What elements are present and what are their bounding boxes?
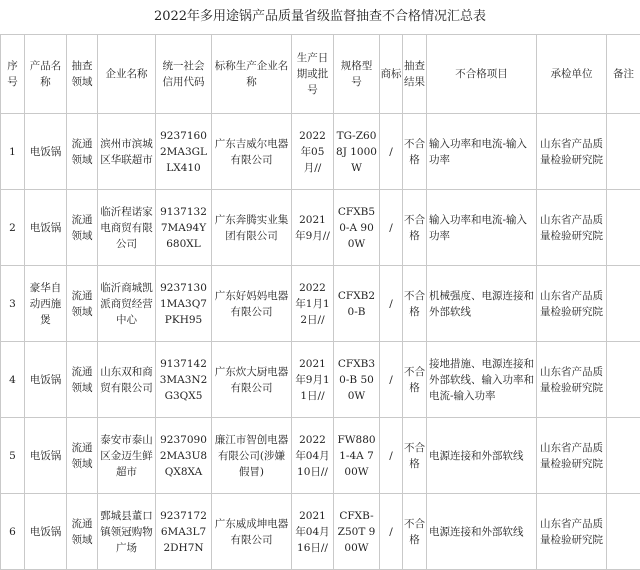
field-cell: 流通领域 [67,266,98,342]
company-cell: 临沂程诺家电商贸有限公司 [98,190,156,266]
date-cell: 2022年05月// [292,114,334,190]
credit-code-cell: 92370902MA3U8QX8XA [156,418,212,494]
date-cell: 2021年9月// [292,190,334,266]
failed-items-cell: 输入功率和电流-输入功率 [427,190,537,266]
remark-cell [607,494,640,570]
model-cell: CFXB50-A 900W [334,190,380,266]
credit-code-cell: 92371726MA3L72DH7N [156,494,212,570]
header-cell: 商标 [380,35,403,114]
brand-cell: / [380,114,403,190]
result-cell: 不合格 [403,114,427,190]
table-row [1,342,640,418]
header-cell: 抽查结果 [403,35,427,114]
header-cell: 标称生产企业名称 [212,35,292,114]
brand-cell: / [380,494,403,570]
date-cell: 2021年9月11日// [292,342,334,418]
manufacturer-cell: 广东吉威尔电器有限公司 [212,114,292,190]
table-row [1,266,640,342]
inspector-cell: 山东省产品质量检验研究院 [537,418,607,494]
field-cell: 流通领域 [67,494,98,570]
brand-cell: / [380,418,403,494]
manufacturer-cell: 广东炊大厨电器有限公司 [212,342,292,418]
seq-cell: 1 [1,114,25,190]
table-row [1,418,640,494]
company-cell: 滨州市滨城区华联超市 [98,114,156,190]
brand-cell: / [380,342,403,418]
manufacturer-cell: 廉江市智创电器有限公司(涉嫌假冒) [212,418,292,494]
inspector-cell: 山东省产品质量检验研究院 [537,190,607,266]
seq-cell: 4 [1,342,25,418]
field-cell: 流通领域 [67,190,98,266]
company-cell: 山东双和商贸有限公司 [98,342,156,418]
inspector-cell: 山东省产品质量检验研究院 [537,494,607,570]
product-cell: 电饭锅 [25,494,67,570]
inspector-cell: 山东省产品质量检验研究院 [537,342,607,418]
result-cell: 不合格 [403,494,427,570]
model-cell: TG-Z608J 1000W [334,114,380,190]
seq-cell: 2 [1,190,25,266]
date-cell: 2021年04月16日// [292,494,334,570]
model-cell: CFXB20-B [334,266,380,342]
manufacturer-cell: 广东奔腾实业集团有限公司 [212,190,292,266]
credit-code-cell: 92371602MA3GLLX410 [156,114,212,190]
header-cell: 抽查领域 [67,35,98,114]
header-cell: 序号 [1,35,25,114]
credit-code-cell: 91371327MA94Y680XL [156,190,212,266]
brand-cell: / [380,266,403,342]
header-cell: 企业名称 [98,35,156,114]
table-row [1,190,640,266]
product-cell: 电饭锅 [25,190,67,266]
remark-cell [607,342,640,418]
model-cell: CFXB-Z50T 900W [334,494,380,570]
header-cell: 备注 [607,35,640,114]
failed-items-cell: 机械强度、电源连接和外部软线 [427,266,537,342]
failed-items-cell: 输入功率和电流-输入功率 [427,114,537,190]
remark-cell [607,418,640,494]
date-cell: 2022年04月10日// [292,418,334,494]
product-cell: 豪华自动西施煲 [25,266,67,342]
field-cell: 流通领域 [67,114,98,190]
seq-cell: 5 [1,418,25,494]
seq-cell: 3 [1,266,25,342]
brand-cell: / [380,190,403,266]
header-cell: 统一社会信用代码 [156,35,212,114]
result-cell: 不合格 [403,190,427,266]
failed-items-cell: 接地措施、电源连接和外部软线、输入功率和电流-输入功率 [427,342,537,418]
header-cell: 规格型号 [334,35,380,114]
seq-cell: 6 [1,494,25,570]
product-cell: 电饭锅 [25,114,67,190]
field-cell: 流通领域 [67,342,98,418]
failed-items-cell: 电源连接和外部软线 [427,418,537,494]
remark-cell [607,114,640,190]
company-cell: 临沂商城凯派商贸经营中心 [98,266,156,342]
header-cell: 生产日期或批号 [292,35,334,114]
remark-cell [607,266,640,342]
failed-items-cell: 电源连接和外部软线 [427,494,537,570]
inspector-cell: 山东省产品质量检验研究院 [537,266,607,342]
company-cell: 鄄城县董口镇领冠购物广场 [98,494,156,570]
table-row [1,494,640,570]
product-cell: 电饭锅 [25,418,67,494]
manufacturer-cell: 广东威成坤电器有限公司 [212,494,292,570]
date-cell: 2022年1月12日// [292,266,334,342]
table-row [1,114,640,190]
table-header-row [1,35,640,114]
manufacturer-cell: 广东好妈妈电器有限公司 [212,266,292,342]
result-cell: 不合格 [403,266,427,342]
model-cell: FW8801-4A 700W [334,418,380,494]
nonconformity-table [0,34,640,570]
company-cell: 泰安市泰山区金迈生鲜超市 [98,418,156,494]
result-cell: 不合格 [403,342,427,418]
header-cell: 承检单位 [537,35,607,114]
inspector-cell: 山东省产品质量检验研究院 [537,114,607,190]
product-cell: 电饭锅 [25,342,67,418]
header-cell: 不合格项目 [427,35,537,114]
result-cell: 不合格 [403,418,427,494]
credit-code-cell: 91371423MA3N2G3QX5 [156,342,212,418]
model-cell: CFXB30-B 500W [334,342,380,418]
credit-code-cell: 92371301MA3Q7PKH95 [156,266,212,342]
page-title: 2022年多用途锅产品质量省级监督抽查不合格情况汇总表 [0,0,640,34]
remark-cell [607,190,640,266]
header-cell: 产品名称 [25,35,67,114]
field-cell: 流通领域 [67,418,98,494]
